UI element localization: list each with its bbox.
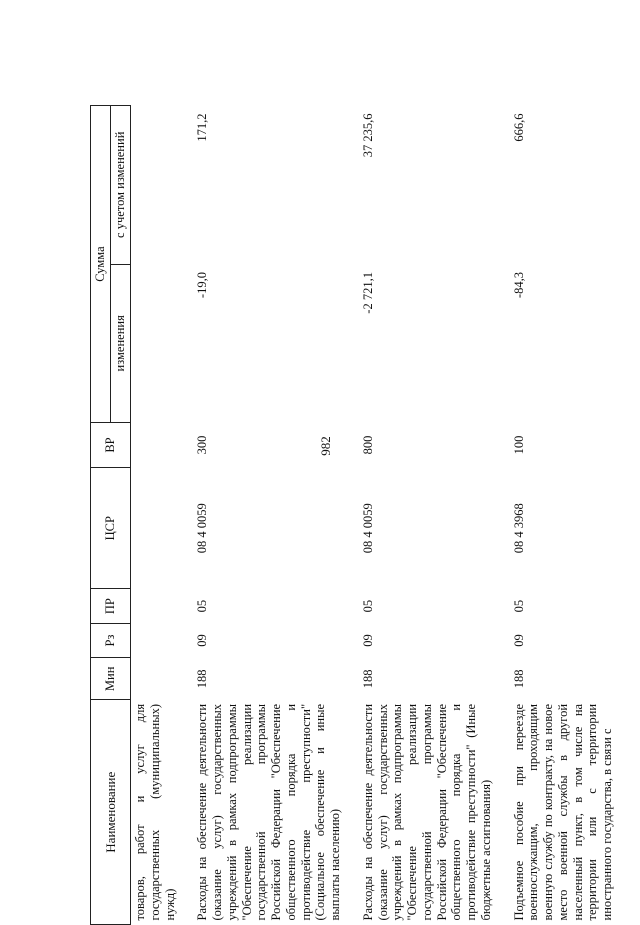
row-csr	[131, 467, 180, 589]
rotated-table-wrapper	[90, 65, 640, 921]
row-name: Подъемное пособие при переезде военнослужащим, проходящим военную службу по контракту, на новое место военной службы в другой населенный пункт, в том числе на территории или с территории иностранного государства, в связи с	[511, 703, 614, 921]
row-vr	[131, 423, 180, 468]
header-pr: ПР	[91, 589, 131, 623]
row-rz	[131, 623, 180, 657]
row-min: 188	[511, 669, 526, 689]
row-changes: -84,3	[511, 272, 526, 299]
header-changes: изменения	[111, 264, 131, 423]
row-csr: 08 4 3968	[511, 503, 526, 554]
row-vr: 100	[511, 435, 526, 455]
row-pr: 05	[360, 599, 375, 613]
header-sum: Сумма	[91, 106, 111, 423]
row-vr: 800	[360, 435, 375, 455]
header-rz: Рз	[91, 623, 131, 657]
table-row	[193, 106, 345, 925]
row-gap	[179, 106, 193, 925]
row-gap	[345, 106, 359, 925]
table-row	[131, 106, 180, 925]
row-min: 188	[195, 669, 210, 689]
row-name: Расходы на обеспечение деятельности (оказание услуг) государственных учреждений в рамках подпрограммы "Обеспечение реализации государственной программы Российской Федерации "Обеспечение общественного порядка и противодействие преступности" (Иные бюджетные ассигнования)	[360, 703, 493, 921]
header-with-changes: с учетом изменений	[111, 106, 131, 265]
row-name: товаров, работ и услуг для государственных (муниципальных) нужд)	[133, 703, 177, 921]
table-header	[91, 106, 131, 925]
rotated-table-inner	[90, 65, 640, 925]
table-row	[359, 106, 496, 925]
row-changes: -19,0	[195, 272, 210, 299]
row-pr	[131, 589, 180, 623]
row-csr: 08 4 0059	[360, 503, 375, 554]
page-number: 982	[317, 436, 333, 456]
row-min	[131, 658, 180, 700]
row-vr: 300	[195, 435, 210, 455]
row-changes	[131, 264, 180, 423]
header-vr: ВР	[91, 423, 131, 468]
row-rz: 09	[511, 634, 526, 647]
table-body	[131, 106, 617, 925]
row-total: 666,6	[511, 113, 526, 142]
row-rz: 09	[360, 634, 375, 647]
row-csr: 08 4 0059	[195, 503, 210, 554]
row-name: Расходы на обеспечение деятельности (оказание услуг) государственных учреждений в рамках подпрограммы "Обеспечение реализации государственной программы Российской Федерации "Обеспечение общественного порядка и противодействие преступности" (Социальное обеспечение и иные выплаты населению)	[195, 703, 342, 921]
row-pr: 05	[511, 599, 526, 613]
row-total: 37 235,6	[360, 113, 375, 158]
row-gap	[496, 106, 510, 925]
header-min: Мин	[91, 658, 131, 700]
row-total: 171,2	[195, 113, 210, 142]
budget-table	[90, 105, 617, 925]
row-changes: -2 721,1	[360, 272, 375, 314]
header-csr: ЦСР	[91, 467, 131, 589]
table-row	[510, 106, 617, 925]
row-total	[131, 106, 180, 265]
row-rz: 09	[195, 634, 210, 647]
row-min: 188	[360, 669, 375, 689]
row-pr: 05	[195, 599, 210, 613]
header-name: Наименование	[91, 700, 131, 925]
